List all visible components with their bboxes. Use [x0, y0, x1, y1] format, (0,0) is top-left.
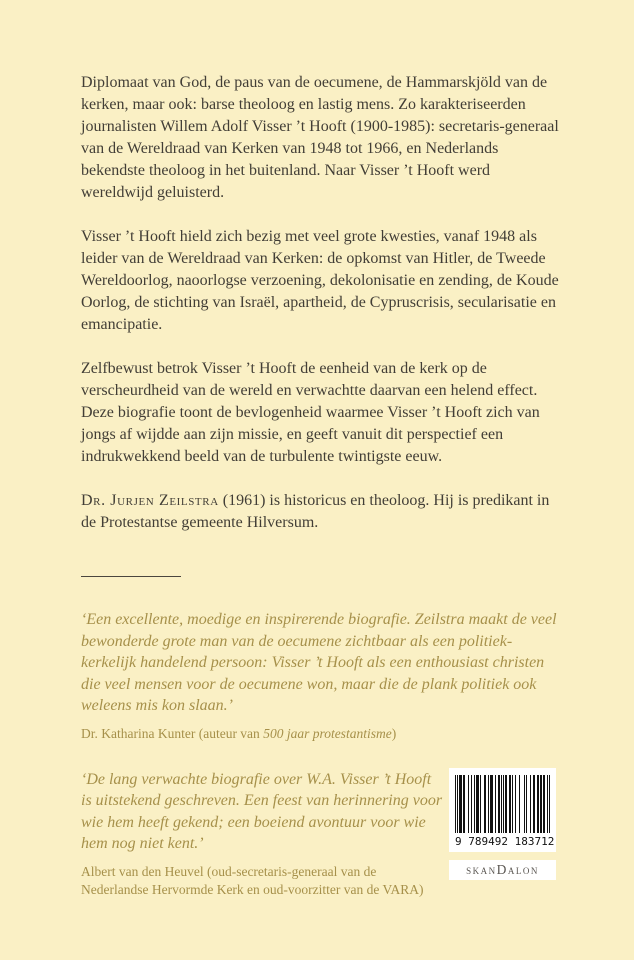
barcode-icon [455, 775, 550, 833]
barcode-publisher-block [449, 768, 556, 880]
review-attribution-2: Albert van den Heuvel (oud-secretaris-generaal van de Nederlandse Hervormde Kerk en oud-voorzitter van de VARA) [81, 863, 424, 897]
review-quote-2: ‘De lang verwachte biografie over W.A. Visser ’t Hooft is uitstekend geschreven. Een feest van herinnering voor wie hem heeft gekend; een boeiend avontuur voor wie hem nog niet kent.’ [81, 770, 443, 852]
publisher-logo: skanDalon [466, 862, 539, 877]
review-attribution-1 [81, 725, 559, 743]
publisher-logo-box [449, 860, 556, 880]
author-bio-text: (1961) is historicus en theoloog. Hij is predikant in de Protestantse gemeente Hilversum. [81, 492, 550, 531]
reviewer-1-close: ) [391, 725, 397, 741]
review-quote-1: ‘Een excellente, moedige en inspirerende biografie. Zeilstra maakt de veel bewonderde grote man van de oecumene zichtbaar als een politiek-kerkelijk handelend persoon: Visser ’t Hooft als een enthousiast christen die veel mensen voor de oecumene won, maar die de plank politiek ook weleens mis kon slaan.’ [81, 611, 557, 714]
barcode-number: 9 789492 183712 [455, 835, 555, 848]
blurb-paragraph-3: Zelfbewust betrok Visser ’t Hooft de eenheid van de kerk op de verscheurdheid van de wereld en verwachtte daarvan een helend effect. Deze biografie toont de bevlogenheid waarmee Visser ’t Hooft zich van jongs af wijdde aan zijn missie, en geeft vanuit dit perspectief een indrukwekkend beeld van de turbulente twintigste eeuw. [81, 360, 540, 465]
author-name: Dr. Jurjen Zeilstra [81, 492, 219, 509]
reviewer-1-work-title: 500 jaar protestantisme [263, 725, 392, 741]
author-bio [81, 490, 559, 534]
reviewer-1-name: Dr. Katharina Kunter (auteur van [81, 725, 264, 741]
divider-rule [81, 576, 181, 577]
blurb-paragraph-2: Visser ’t Hooft hield zich bezig met veel grote kwesties, vanaf 1948 als leider van de Wereldraad van Kerken: de opkomst van Hitler, de Tweede Wereldoorlog, naoorlogse verzoening, dekolonisatie en zending, de Koude Oorlog, de stichting van Israël, apartheid, de Cypruscrisis, secularisatie en emancipatie. [81, 228, 559, 333]
blurb-paragraph-1: Diplomaat van God, de paus van de oecumene, de Hammarskjöld van de kerken, maar ook: barse theoloog en lastig mens. Zo karakteriseerden journalisten Willem Adolf Visser ’t Hooft (1900-1985): secretaris-generaal van de Wereldraad van Kerken van 1948 tot 1966, en Nederlands bekendste theoloog in het buitenland. Naar Visser ’t Hooft werd wereldwijd geluisterd. [81, 74, 559, 201]
barcode-box [449, 768, 556, 852]
